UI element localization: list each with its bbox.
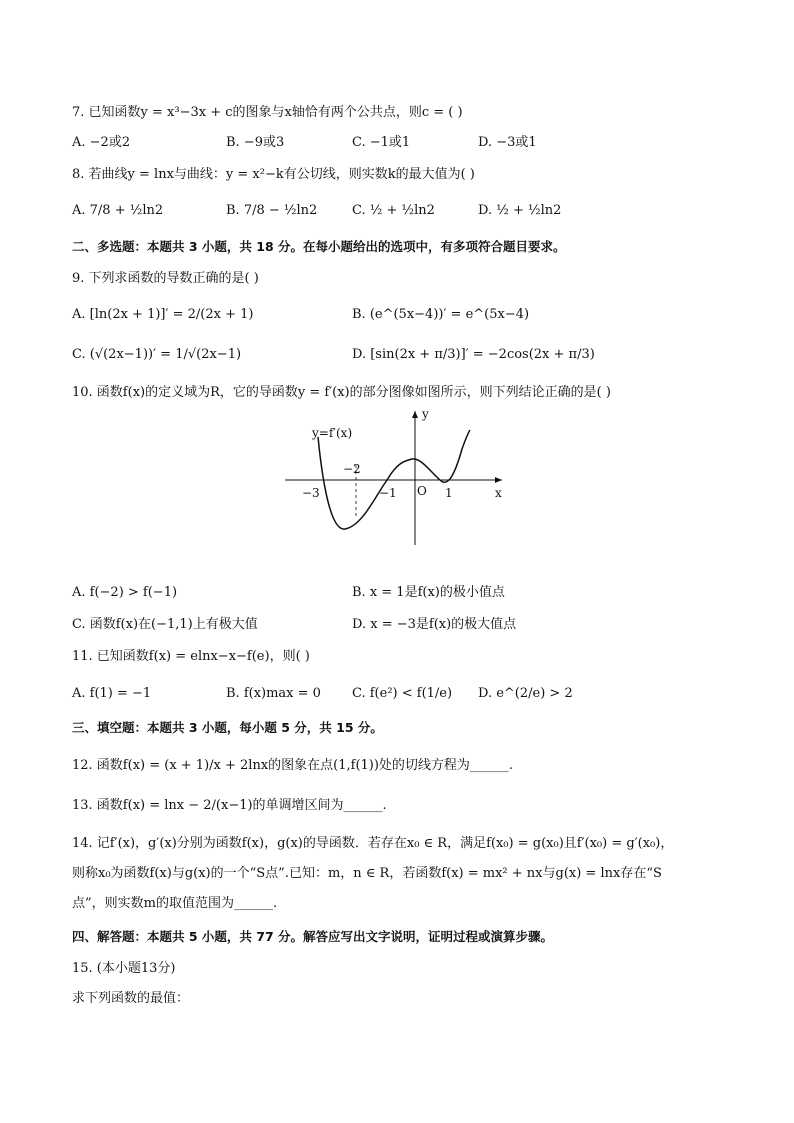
q10-option-b: B. x = 1是f(x)的极小值点	[352, 585, 505, 600]
tick-minus-1: −1	[379, 486, 397, 500]
curve-label: y=f′(x)	[312, 426, 353, 440]
q9-option-b: B. (e^(5x−4))′ = e^(5x−4)	[352, 307, 530, 322]
q11-option-b: B. f(x)max = 0	[226, 686, 321, 701]
tick-minus-3: −3	[302, 486, 320, 500]
derivative-graph	[280, 405, 510, 550]
question-12-stem: 12. 函数f(x) = (x + 1)/x + 2lnx的图象在点(1,f(1))处的切线方程为______.	[72, 758, 514, 773]
q9-option-c: C. (√(2x−1))′ = 1/√(2x−1)	[72, 347, 242, 362]
q8-option-d: D. ½ + ½ln2	[478, 203, 562, 218]
question-9-stem: 9. 下列求函数的导数正确的是( )	[72, 271, 259, 286]
q8-option-c: C. ½ + ½ln2	[352, 203, 435, 218]
section-2-heading: 二、多选题：本题共 3 小题，共 18 分。在每小题给出的选项中，有多项符合题目要求。	[72, 239, 566, 254]
q7-option-d: D. −3或1	[478, 135, 537, 150]
q9-option-a: A. [ln(2x + 1)]′ = 2/(2x + 1)	[72, 307, 254, 322]
origin-label: O	[417, 484, 427, 498]
tick-minus-2: −2	[343, 462, 361, 476]
section-4-heading: 四、解答题：本题共 5 小题，共 77 分。解答应写出文字说明，证明过程或演算步骤。	[72, 929, 554, 944]
q7-option-a: A. −2或2	[72, 135, 131, 150]
question-14-line-1: 14. 记f′(x)，g′(x)分别为函数f(x)，g(x)的导函数．若存在x₀ ∈ R，满足f(x₀) = g(x₀)且f′(x₀) = g′(x₀)，	[72, 836, 674, 851]
question-15-title: 15. (本小题13分)	[72, 961, 176, 976]
q7-option-b: B. −9或3	[226, 135, 285, 150]
q7-option-c: C. −1或1	[352, 135, 411, 150]
section-3-heading: 三、填空题：本题共 3 小题，每小题 5 分，共 15 分。	[72, 720, 383, 735]
tick-1: 1	[445, 486, 453, 500]
q9-option-d: D. [sin(2x + π/3)]′ = −2cos(2x + π/3)	[352, 347, 595, 362]
question-10-stem: 10. 函数f(x)的定义域为R，它的导函数y = f′(x)的部分图像如图所示，则下列结论正确的是( )	[72, 385, 611, 400]
q11-option-d: D. e^(2/e) > 2	[478, 686, 573, 701]
question-8-stem: 8. 若曲线y = lnx与曲线：y = x²−k有公切线，则实数k的最大值为( )	[72, 167, 475, 182]
x-axis-arrow	[495, 477, 502, 483]
q11-option-a: A. f(1) = −1	[72, 686, 152, 701]
question-7-stem: 7. 已知函数y = x³−3x + c的图象与x轴恰有两个公共点，则c = ( )	[72, 105, 463, 120]
q10-option-d: D. x = −3是f(x)的极大值点	[352, 617, 517, 632]
question-14-line-3: 点”，则实数m的取值范围为______.	[72, 896, 278, 911]
q10-option-c: C. 函数f(x)在(−1,1)上有极大值	[72, 617, 258, 632]
x-axis-label: x	[495, 486, 502, 500]
question-13-stem: 13. 函数f(x) = lnx − 2/(x−1)的单调增区间为______.	[72, 798, 387, 813]
q8-option-b: B. 7/8 − ½ln2	[226, 203, 318, 218]
question-11-stem: 11. 已知函数f(x) = elnx−x−f(e)，则( )	[72, 649, 310, 664]
y-axis-arrow	[412, 411, 418, 418]
q8-option-a: A. 7/8 + ½ln2	[72, 203, 164, 218]
q10-option-a: A. f(−2) > f(−1)	[72, 585, 178, 600]
question-14-line-2: 则称x₀为函数f(x)与g(x)的一个“S点”.已知：m，n ∈ R，若函数f(x) = mx² + nx与g(x) = lnx存在“S	[72, 866, 662, 881]
y-axis-label: y	[422, 407, 429, 421]
question-15-stem: 求下列函数的最值：	[72, 991, 190, 1006]
q11-option-c: C. f(e²) < f(1/e)	[352, 686, 453, 701]
